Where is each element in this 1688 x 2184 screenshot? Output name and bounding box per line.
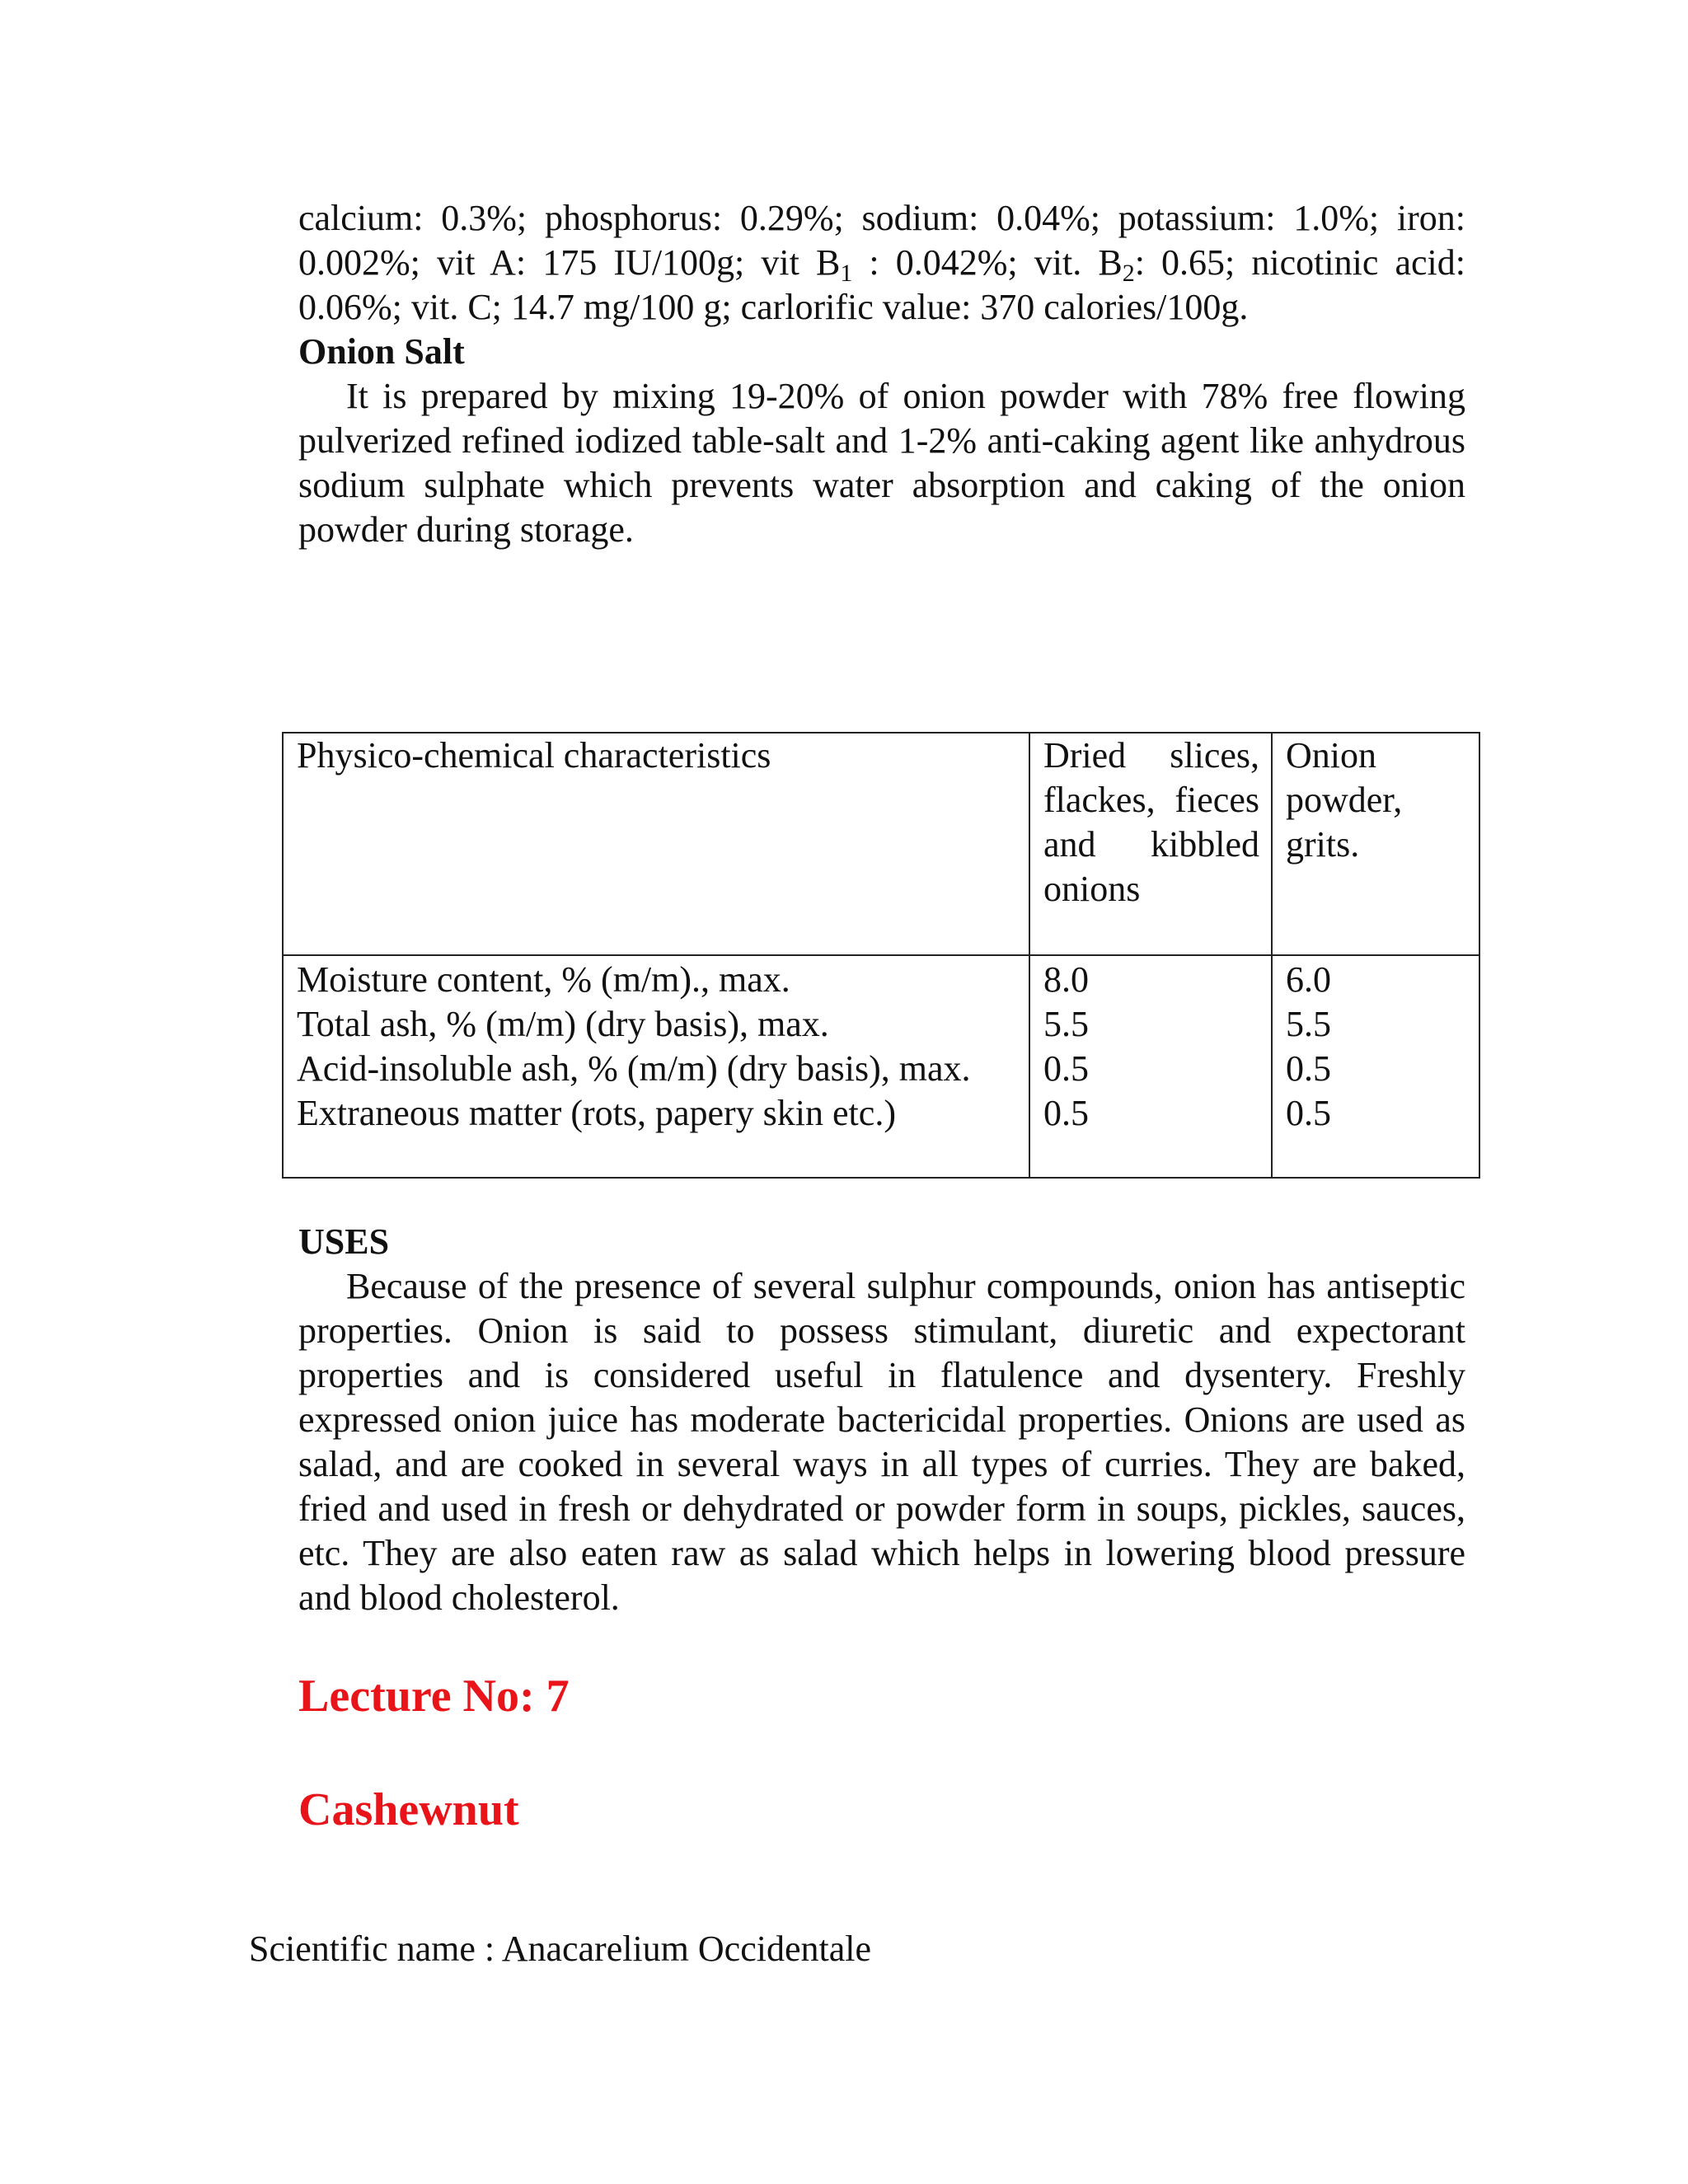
characteristics-table: [282, 732, 1480, 1179]
subscript-2: 2: [1122, 260, 1135, 287]
table-cell-label: Acid-insoluble ash, % (m/m) (dry basis), max.: [297, 1048, 971, 1089]
onion-salt-section: [298, 330, 1465, 552]
table-cell-value: 5.5: [1286, 1004, 1331, 1044]
table-cell-value: 5.5: [1043, 1004, 1089, 1044]
table-dried-values: [1030, 958, 1273, 1136]
onion-salt-heading: Onion Salt: [298, 331, 465, 372]
table-header-powder: Onion powder, grits.: [1286, 735, 1403, 865]
table-cell-label: Total ash, % (m/m) (dry basis), max.: [297, 1004, 829, 1044]
nutrition-text-1: calcium: 0.3%; phosphorus: 0.29%; sodium: 0.04%; potassium: 1.0%; iron: 0.002%; vit A: 175 IU/100g; vit B: [298, 198, 1465, 283]
uses-heading: USES: [298, 1221, 390, 1262]
subscript-1: 1: [840, 260, 853, 287]
table-cell-label: Extraneous matter (rots, papery skin etc.): [297, 1093, 896, 1133]
uses-body: Because of the presence of several sulphur compounds, onion has antiseptic properties. Onion is said to possess stimulant, diuretic and expectorant properties and is considered useful in flatulence and dysentery. Freshly expressed onion juice has moderate bactericidal properties. Onions are used as salad, and are cooked in several ways in all types of curries. They are baked, fried and used in fresh or dehydrated or powder form in soups, pickles, sauces, etc. They are also eaten raw as salad which helps in lowering blood pressure and blood cholesterol.: [298, 1266, 1465, 1618]
table-cell-value: 6.0: [1286, 959, 1331, 1000]
table-cell-value: 8.0: [1043, 959, 1089, 1000]
onion-salt-body: It is prepared by mixing 19-20% of onion powder with 78% free flowing pulverized refined iodized table-salt and 1-2% anti-caking agent like anhydrous sodium sulphate which prevents water absorption and caking of the onion powder during storage.: [298, 376, 1465, 550]
table-cell-value: 0.5: [1043, 1093, 1089, 1133]
cashewnut-heading: Cashewnut: [298, 1784, 519, 1835]
uses-section: [298, 1220, 1465, 1620]
table-cell-value: 0.5: [1043, 1048, 1089, 1089]
table-cell-value: 0.5: [1286, 1048, 1331, 1089]
table-header-characteristics: Physico-chemical characteristics: [297, 735, 771, 776]
lecture-heading: Lecture No: 7: [298, 1671, 570, 1722]
table-cell-label: Moisture content, % (m/m)., max.: [297, 959, 790, 1000]
table-header-dried: Dried slices, flackes, fieces and kibbled onions: [1043, 735, 1259, 909]
table-cell-value: 0.5: [1286, 1093, 1331, 1133]
nutrition-text-3: : 0.65; nicotinic acid: 0.06%; vit. C; 14.7 mg/100 g; carlorific value: 370 calories/100g.: [298, 242, 1465, 327]
nutrition-text-2: : 0.042%; vit. B: [852, 242, 1123, 283]
table-powder-values: [1273, 958, 1480, 1136]
nutrition-paragraph: [298, 196, 1465, 330]
table-labels: [284, 958, 1030, 1136]
scientific-name: Scientific name : Anacarelium Occidentale: [249, 1929, 872, 1969]
